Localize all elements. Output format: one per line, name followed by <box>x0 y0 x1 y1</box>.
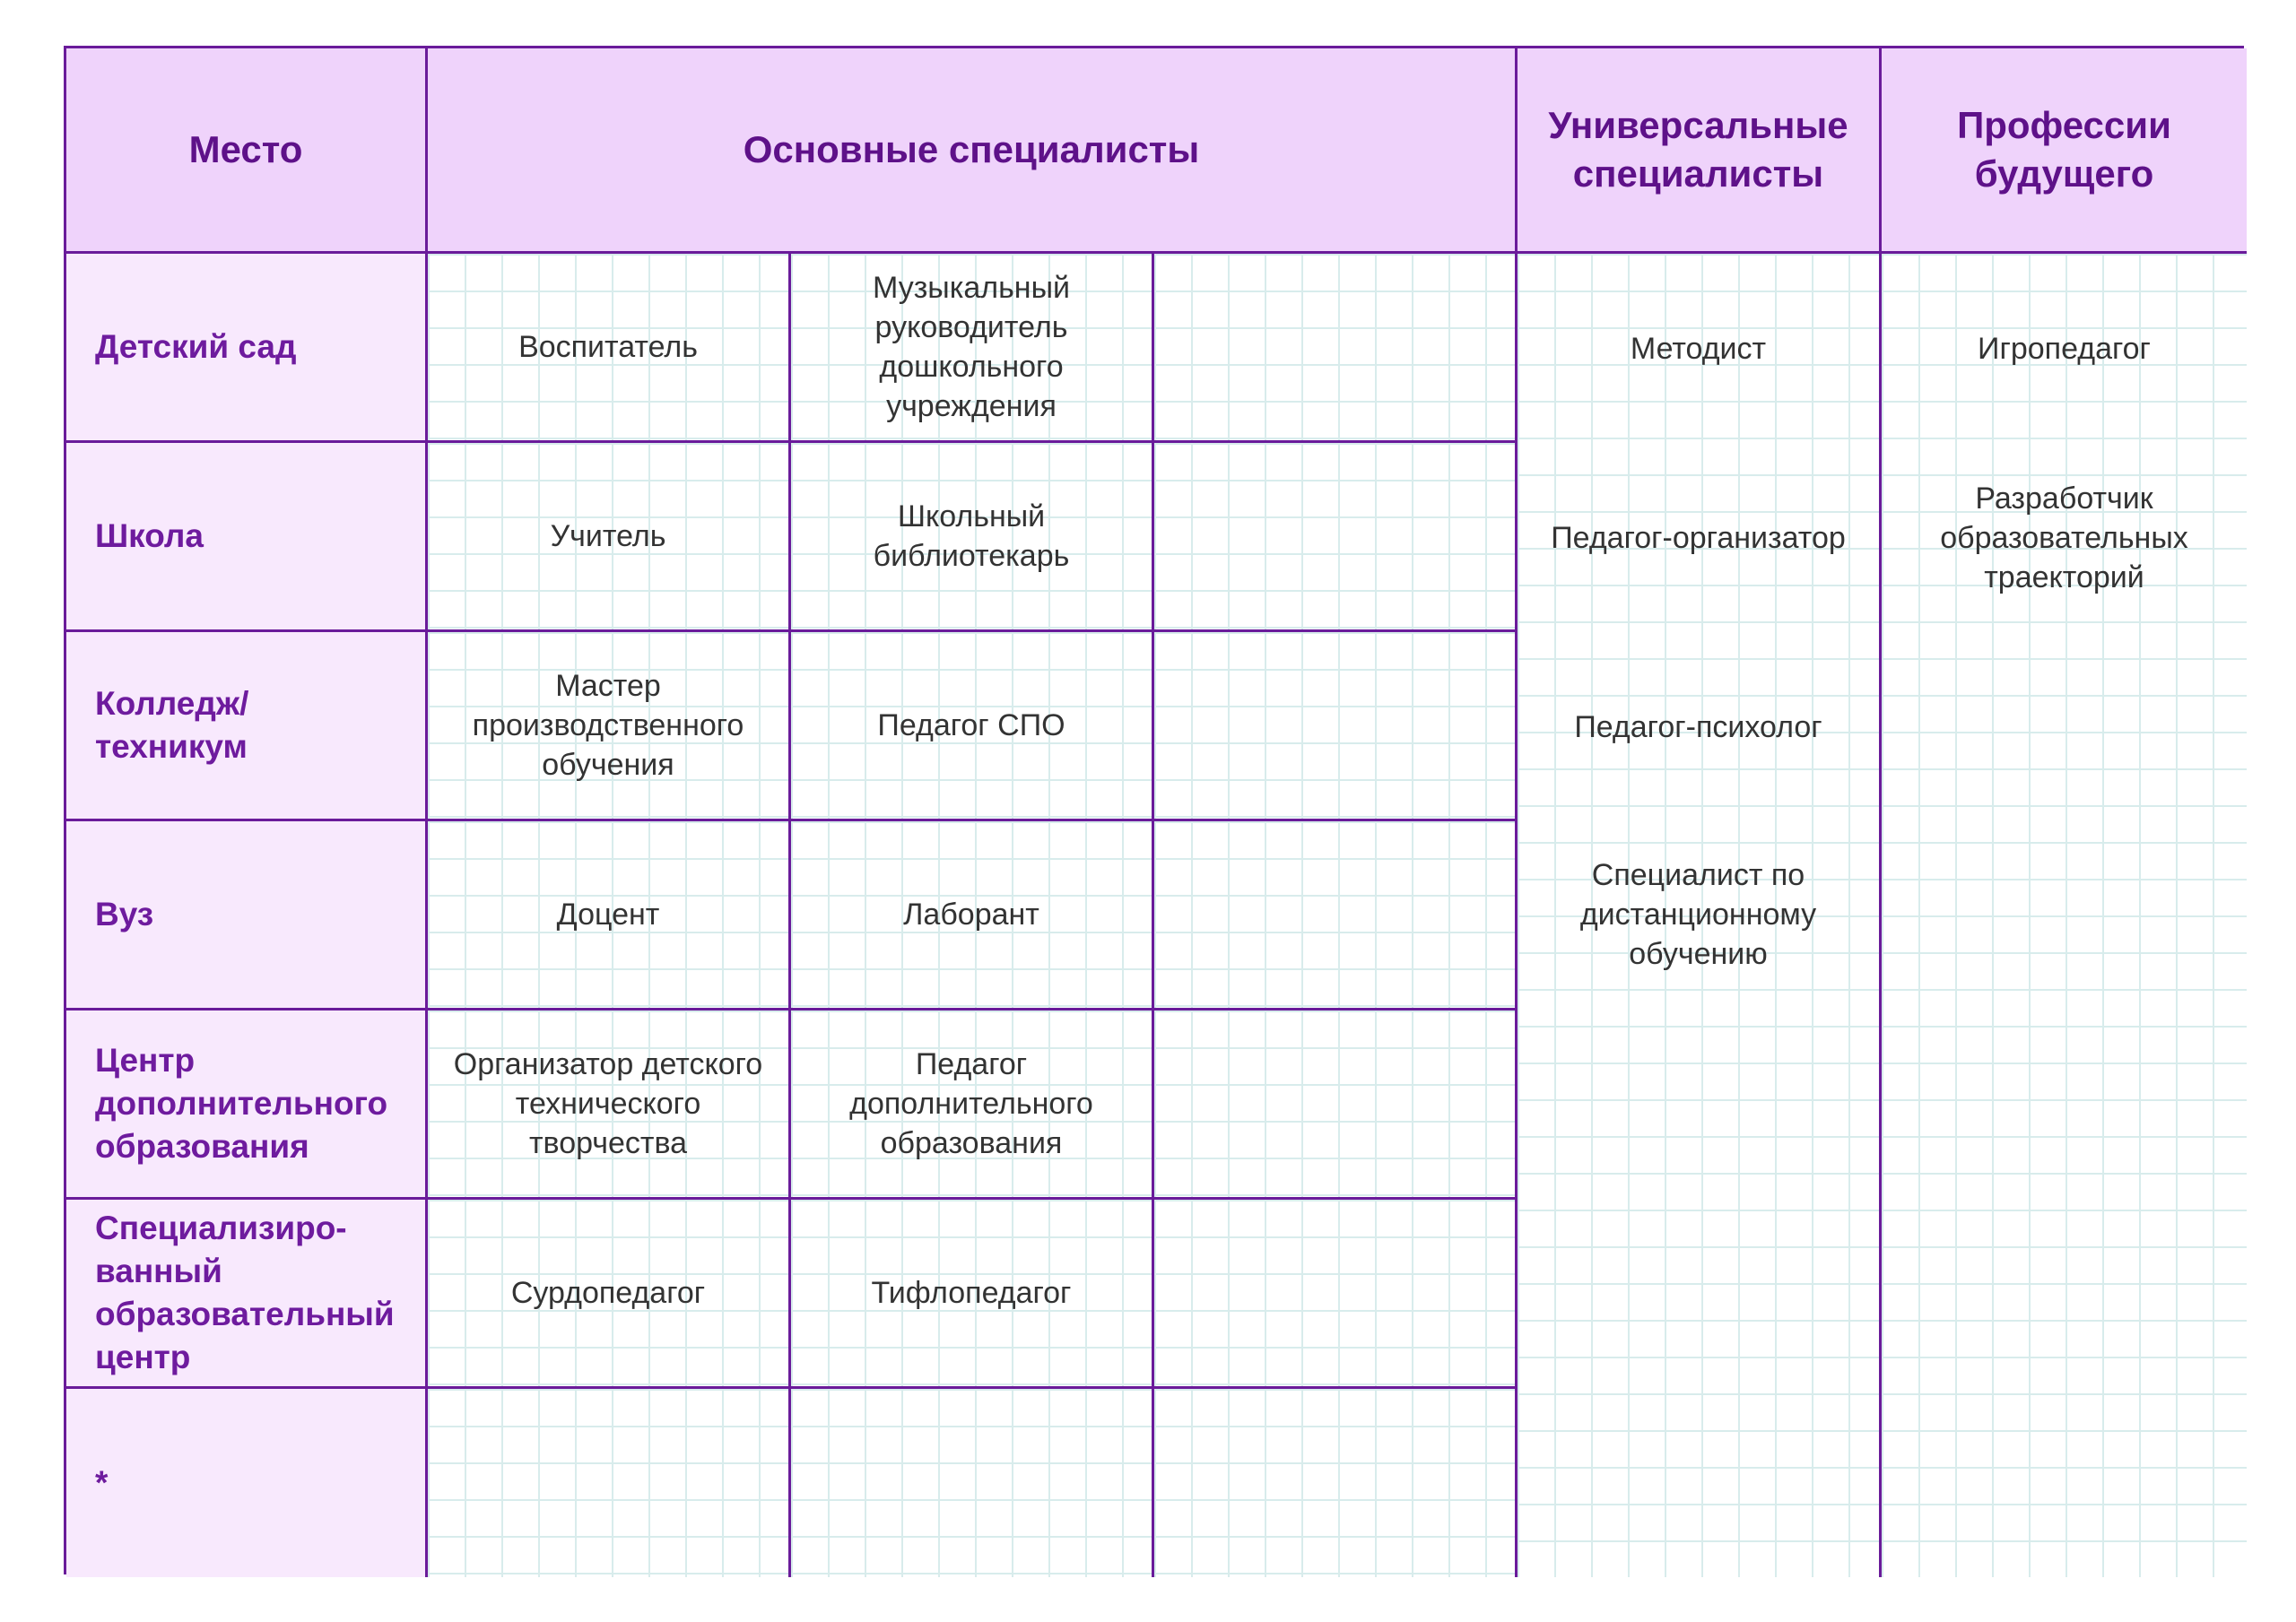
place-label: Центр дополнительного образования <box>95 1042 388 1165</box>
specialist-text: Лаборант <box>903 898 1039 932</box>
specialist-text: Сурдопедагог <box>510 1276 706 1310</box>
header-universal-specialists <box>1518 48 1882 254</box>
header-future-professions <box>1882 48 2247 254</box>
specialist-text: Педагог СПО <box>877 708 1065 742</box>
place-label: Школа <box>95 517 204 554</box>
place-cell <box>66 632 428 821</box>
empty-cell <box>1154 632 1518 821</box>
place-label: Специализиро-ванный образовательный центр <box>95 1210 395 1375</box>
empty-cell <box>1154 1010 1518 1200</box>
specialist-text: Тифлопедагог <box>871 1276 1072 1310</box>
place-cell <box>66 1200 428 1389</box>
header-place <box>66 48 428 254</box>
universal-specialists-column <box>1518 254 1882 1577</box>
specialist-cell <box>791 632 1154 821</box>
specialist-text: Музыкальный руководитель дошкольного учреждения <box>872 271 1071 423</box>
place-label: Вуз <box>95 896 154 932</box>
specialist-cell <box>791 254 1154 443</box>
universal-item: Педагог-организатор <box>1551 521 1846 555</box>
empty-cell <box>428 1389 791 1577</box>
specialist-text: Организатор детского технического творчества <box>453 1047 763 1160</box>
place-cell <box>66 1010 428 1200</box>
specialist-cell <box>791 1010 1154 1200</box>
empty-cell <box>1154 254 1518 443</box>
empty-cell <box>1154 1389 1518 1577</box>
universal-item: Педагог-психолог <box>1574 710 1822 744</box>
specialists-table <box>64 46 2244 1574</box>
specialist-text: Школьный библиотекарь <box>873 499 1070 573</box>
specialist-text: Педагог дополнительного образования <box>849 1047 1093 1160</box>
specialist-cell <box>428 1200 791 1389</box>
place-cell <box>66 1389 428 1577</box>
header-main-specialists <box>428 48 1518 254</box>
empty-cell <box>1154 821 1518 1010</box>
specialist-text: Воспитатель <box>518 330 698 364</box>
place-cell <box>66 443 428 632</box>
header-future-text: Профессии будущего <box>1957 104 2171 195</box>
empty-cell <box>1154 1200 1518 1389</box>
future-professions-column <box>1882 254 2247 1577</box>
specialist-text: Доцент <box>556 898 660 932</box>
universal-item: Методист <box>1630 332 1767 366</box>
empty-cell <box>1154 443 1518 632</box>
specialist-cell <box>791 1200 1154 1389</box>
place-label: Детский сад <box>95 328 297 365</box>
place-cell <box>66 821 428 1010</box>
specialist-cell <box>428 254 791 443</box>
place-label: * <box>95 1464 109 1501</box>
specialist-cell <box>428 1010 791 1200</box>
header-universal-text: Универсальные специалисты <box>1548 104 1848 195</box>
header-main-text: Основные специалисты <box>743 128 1200 170</box>
specialist-cell <box>428 443 791 632</box>
place-cell <box>66 254 428 443</box>
specialist-text: Мастер производственного обучения <box>472 669 744 782</box>
specialist-cell <box>428 632 791 821</box>
specialist-cell <box>428 821 791 1010</box>
specialist-text: Учитель <box>550 519 666 553</box>
header-place-text: Место <box>188 128 303 170</box>
specialist-cell <box>791 821 1154 1010</box>
empty-cell <box>791 1389 1154 1577</box>
specialist-cell <box>791 443 1154 632</box>
future-item: Разработчик образовательных траекторий <box>1940 481 2188 594</box>
place-label: Колледж/ техникум <box>95 685 249 765</box>
universal-item: Специалист по дистанционному обучению <box>1579 858 1817 971</box>
future-item: Игропедагог <box>1978 332 2151 366</box>
